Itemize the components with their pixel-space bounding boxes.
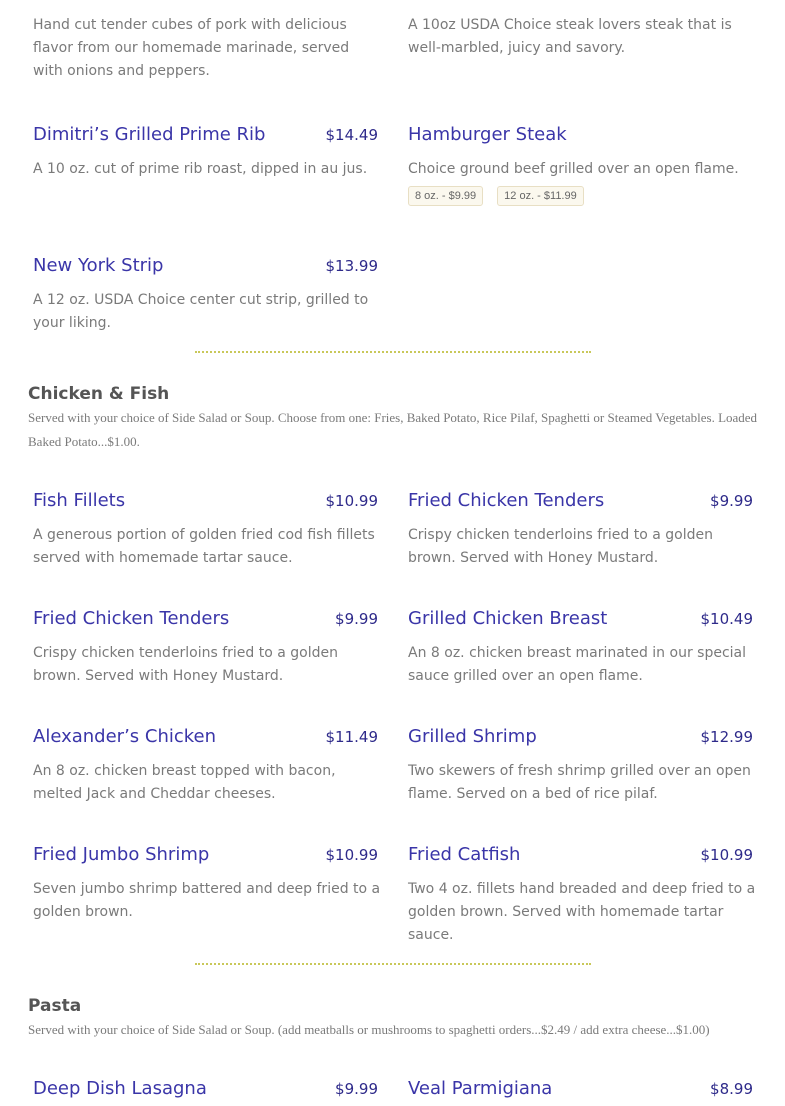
item-price: $11.49 (325, 728, 378, 746)
item-price: $13.99 (325, 257, 378, 275)
item-name[interactable]: Grilled Chicken Breast (408, 608, 608, 629)
item-name[interactable]: Deep Dish Lasagna (33, 1078, 207, 1099)
section-divider (195, 963, 591, 965)
item-description: A 10 oz. cut of prime rib roast, dipped in au jus. (33, 161, 368, 177)
item-price: $10.99 (700, 846, 753, 864)
item-description: An 8 oz. chicken breast topped with bacon, melted Jack and Cheddar cheeses. (33, 763, 336, 802)
section-title: Pasta (28, 996, 82, 1016)
item-price: $14.49 (325, 126, 378, 144)
section-note: Served with your choice of Side Salad or Soup. Choose from one: Fries, Baked Potato, Rice Pilaf, Spaghetti or Steamed Vegetables. Loaded Baked Potato...$1.00. (28, 410, 758, 449)
item-description: Two skewers of fresh shrimp grilled over an open flame. Served on a bed of rice pilaf. (408, 763, 751, 802)
section-divider (195, 351, 591, 353)
section-title: Chicken & Fish (28, 384, 170, 404)
size-options (408, 186, 584, 206)
item-price: $9.99 (335, 610, 378, 628)
size-option[interactable]: 8 oz. - $9.99 (408, 186, 483, 206)
item-price: $10.99 (325, 492, 378, 510)
item-price: $10.49 (700, 610, 753, 628)
item-description: A generous portion of golden fried cod fish fillets served with homemade tartar sauce. (33, 527, 375, 566)
item-description: Seven jumbo shrimp battered and deep fried to a golden brown. (33, 881, 381, 920)
size-option[interactable]: 12 oz. - $11.99 (497, 186, 584, 206)
item-name[interactable]: Fried Chicken Tenders (33, 608, 230, 629)
item-name[interactable]: Dimitri’s Grilled Prime Rib (33, 124, 266, 145)
item-name[interactable]: Fried Catfish (408, 844, 521, 865)
item-description: Crispy chicken tenderloins fried to a golden brown. Served with Honey Mustard. (33, 645, 339, 684)
section-note: Served with your choice of Side Salad or Soup. (add meatballs or mushrooms to spaghetti orders...$2.49 / add extra cheese...$1.00) (28, 1022, 710, 1037)
item-description: Two 4 oz. fillets hand breaded and deep fried to a golden brown. Served with homemade tartar sauce. (408, 881, 756, 943)
item-description: Choice ground beef grilled over an open flame. (408, 161, 739, 177)
item-name[interactable]: Alexander’s Chicken (33, 726, 217, 747)
item-price: $12.99 (700, 728, 753, 746)
item-price: $9.99 (710, 492, 753, 510)
item-description: An 8 oz. chicken breast marinated in our special sauce grilled over an open flame. (408, 645, 746, 684)
item-name[interactable]: Veal Parmigiana (408, 1078, 553, 1099)
item-description: Crispy chicken tenderloins fried to a golden brown. Served with Honey Mustard. (408, 527, 714, 566)
item-name[interactable]: Fish Fillets (33, 490, 126, 511)
item-name[interactable]: New York Strip (33, 255, 164, 276)
item-description: A 10oz USDA Choice steak lovers steak that is well-marbled, juicy and savory. (408, 17, 732, 56)
item-name[interactable]: Grilled Shrimp (408, 726, 537, 747)
item-price: $9.99 (335, 1080, 378, 1098)
item-price: $8.99 (710, 1080, 753, 1098)
item-price: $10.99 (325, 846, 378, 864)
item-description: Hand cut tender cubes of pork with delicious flavor from our homemade marinade, served with onions and peppers. (33, 17, 350, 79)
item-name[interactable]: Fried Chicken Tenders (408, 490, 605, 511)
item-description: A 12 oz. USDA Choice center cut strip, grilled to your liking. (33, 292, 369, 331)
item-name[interactable]: Hamburger Steak (408, 124, 567, 145)
item-name[interactable]: Fried Jumbo Shrimp (33, 844, 210, 865)
